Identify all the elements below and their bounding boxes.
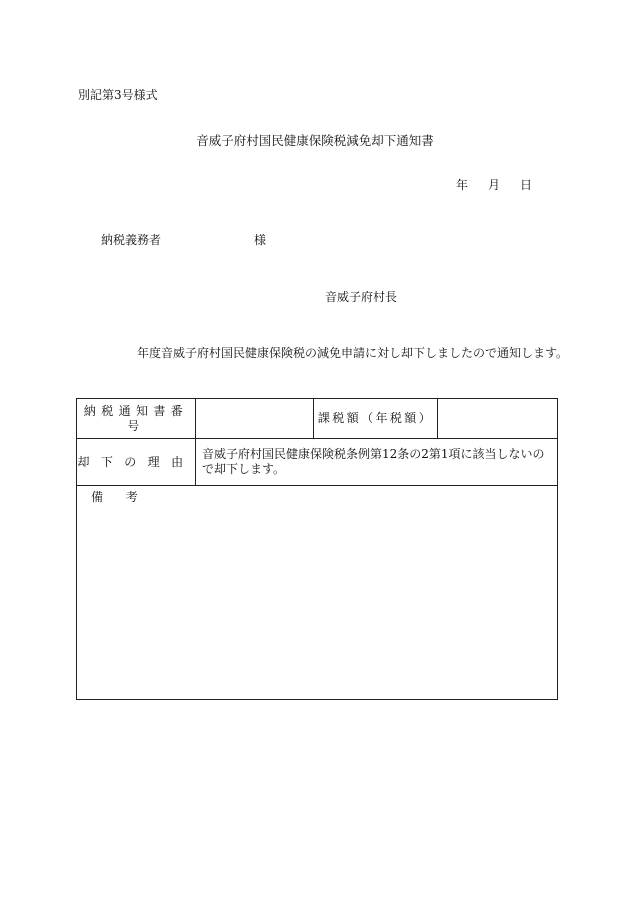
table-row [77,399,558,439]
taxpayer-label: 納税義務者 [101,233,162,247]
remarks-label: 備考 [91,490,161,504]
form-number-label: 別記第3号様式 [78,88,158,102]
notice-body-text: 年度音威子府村国民健康保険税の減免申請に対し却下しましたので通知します。 [137,346,569,360]
reason-text: 音威子府村国民健康保険税条例第12条の2第1項に該当しないので却下します。 [196,439,558,486]
tax-amount-label: 課税額（年税額） [314,399,438,439]
table-row [77,439,558,486]
table-row [77,486,558,700]
year-label: 年 [456,178,469,192]
document-title: 音威子府村国民健康保険税減免却下通知書 [196,133,434,148]
reason-label: 却下の理由 [77,439,196,486]
tax-amount-value [438,399,558,439]
notice-number-value [196,399,314,439]
issuer-name: 音威子府村長 [325,290,398,304]
day-label: 日 [520,178,533,192]
remarks-cell [77,486,558,700]
date-line [456,176,532,193]
honorific-label: 様 [254,233,267,247]
month-label: 月 [488,178,501,192]
notice-table [76,398,558,700]
notice-number-label: 納税通知書番号 [77,399,196,439]
